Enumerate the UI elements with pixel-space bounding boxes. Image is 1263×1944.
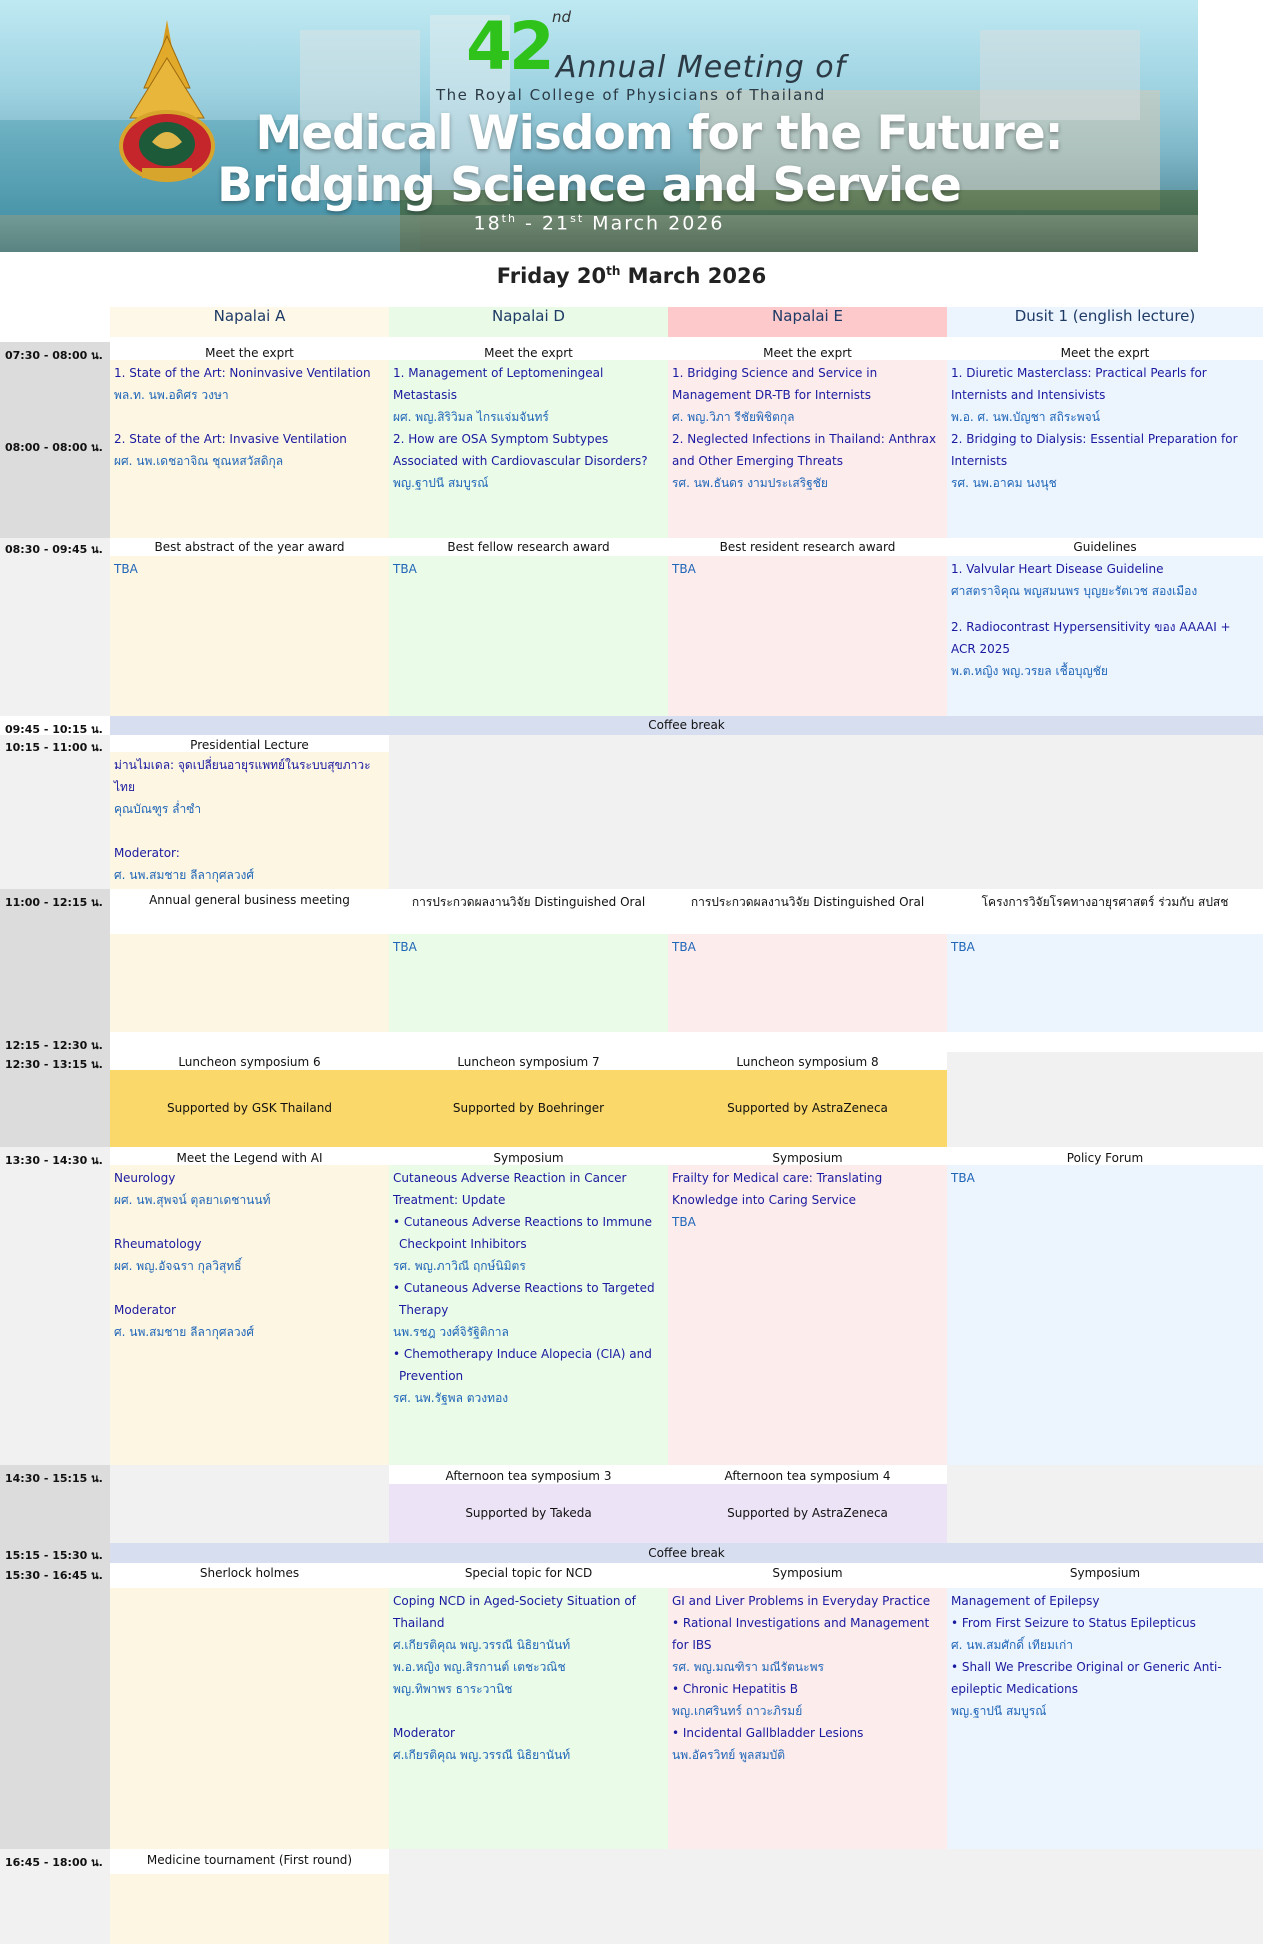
speaker-name: รศ. พญ.มณฑิรา มณีรัตนะพร (672, 1660, 824, 1674)
session-cell-napalai-d (389, 934, 668, 1032)
talk-title: • Rational Investigations and Management for IBS (672, 1616, 930, 1652)
speaker-name: รศ. นพ.รัฐพล ตวงทอง (393, 1391, 509, 1405)
time-label: 16:45 - 18:00 น. (5, 1856, 103, 1869)
speaker-name: พญ.ฐาปนี สมบูรณ์ (393, 476, 489, 490)
speaker-name: คุณบัณฑูร ล่ำซำ (114, 802, 202, 816)
talk-title: • Incidental Gallbladder Lesions (672, 1726, 864, 1740)
empty-cell (389, 1849, 1263, 1944)
session-cell-napalai-e (668, 360, 947, 538)
speaker-name: พ.อ.หญิง พญ.สิรกานต์ เตชะวณิช (393, 1660, 566, 1674)
edition-number: 42 (466, 8, 552, 85)
session-cell-napalai-a (110, 752, 389, 889)
session-header: Special topic for NCD (464, 1566, 593, 1580)
talk-title: 2. How are OSA Symptom Subtypes Associated with Cardiovascular Disorders? (393, 432, 648, 468)
session-header: Annual general business meeting (149, 893, 350, 907)
session-header: โครงการวิจัยโรคทางอายุรศาสตร์ ร่วมกับ สปสช (981, 895, 1229, 909)
speaker-name: ศ.เกียรติคุณ พญ.วรรณี นิธิยานันท์ (393, 1638, 571, 1652)
session-cell-napalai-a (110, 1874, 389, 1944)
empty-cell (947, 1052, 1263, 1147)
meeting-dates: 18th - 21st March 2026 (473, 212, 725, 235)
talk-title: Prevention (399, 1369, 464, 1383)
time-cell (0, 1147, 110, 1465)
session-header: Meet the Legend with AI (176, 1151, 323, 1165)
talk-title: 1. Bridging Science and Service in Management DR-TB for Internists (672, 366, 878, 402)
session-cell-napalai-a (110, 1588, 389, 1849)
speaker-name: ผศ. พญ.อัจฉรา กุลวิสุทธิ์ (114, 1259, 242, 1273)
talk-title: 1. Valvular Heart Disease Guideline (951, 562, 1164, 576)
session-header: Symposium (772, 1566, 843, 1580)
talk-title: Cutaneous Adverse Reaction in Cancer Treatment: Update (393, 1171, 627, 1207)
session-header: Best resident research award (719, 540, 896, 554)
session-header: Policy Forum (1066, 1151, 1144, 1165)
speaker-name: ผศ. นพ.สุพจน์ ตุลยาเดชานนท์ (114, 1193, 271, 1207)
session-cell-napalai-e (668, 934, 947, 1032)
tba-label: TBA (672, 562, 696, 576)
speaker-name: ผศ. พญ.สิริวิมล ไกรแจ่มจันทร์ (393, 410, 549, 424)
day-heading: Friday 20th March 2026 (496, 264, 767, 288)
speaker-name: ศ. นพ.สมชาย ลีลากุศลวงศ์ (114, 1325, 255, 1339)
empty-cell (389, 735, 1263, 889)
session-header: Symposium (493, 1151, 564, 1165)
coffee-break-band: Coffee break (110, 716, 1263, 735)
session-cell-napalai-a (110, 556, 389, 716)
header-banner (0, 0, 1198, 252)
sponsor-label: Supported by AstraZeneca (727, 1101, 888, 1115)
time-label: 12:15 - 12:30 น. (5, 1039, 103, 1052)
session-header: การประกวดผลงานวิจัย Distinguished Oral (411, 895, 646, 909)
session-header: Meet the exprt (484, 346, 573, 360)
sponsor-label: Supported by Takeda (465, 1506, 592, 1520)
title-line-2: Bridging Science and Service (217, 158, 961, 213)
session-header: Medicine tournament (First round) (146, 1853, 353, 1867)
talk-title: Therapy (399, 1303, 449, 1317)
talk-title: 1. Diuretic Masterclass: Practical Pearls for Internists and Intensivists (951, 366, 1207, 402)
time-label: 08:30 - 09:45 น. (5, 543, 103, 556)
time-label: 10:15 - 11:00 น. (5, 741, 103, 754)
time-label: 09:45 - 10:15 น. (5, 723, 103, 736)
empty-cell (947, 1465, 1263, 1543)
session-cell-dusit-1 (947, 556, 1263, 716)
speaker-name: พญ.ฐาปนี สมบูรณ์ (951, 1704, 1047, 1718)
time-label: 14:30 - 15:15 น. (5, 1472, 103, 1485)
time-cell (0, 538, 110, 716)
session-header: Meet the exprt (1060, 346, 1150, 360)
session-header: Guidelines (1073, 540, 1137, 554)
sponsor-label: Supported by AstraZeneca (727, 1506, 888, 1520)
session-cell-dusit-1 (947, 934, 1263, 1032)
session-header: Afternoon tea symposium 3 (445, 1469, 612, 1483)
session-header: Best abstract of the year award (154, 540, 345, 554)
edition-suffix: nd (552, 8, 572, 26)
session-header: การประกวดผลงานวิจัย Distinguished Oral (690, 895, 925, 909)
talk-title: Frailty for Medical care: Translating Knowledge into Caring Service (672, 1171, 883, 1207)
speaker-name: รศ. พญ.ภาวิณี ฤกษ์นิมิตร (393, 1259, 526, 1273)
column-header-napalai-a: Napalai A (110, 307, 389, 337)
speaker-name: พ.ต.หญิง พญ.วรยล เชื้อบุญชัย (951, 664, 1108, 678)
speaker-name: ศ. พญ.วิภา รีชัยพิชิตกุล (672, 410, 795, 424)
speaker-name: นพ.รชฎ วงศ์จิรัฐิติกาล (393, 1325, 509, 1339)
speaker-name: พล.ท. นพ.อดิศร วงษา (114, 388, 229, 402)
session-cell-napalai-a (110, 934, 389, 1032)
talk-title: • From First Seizure to Status Epilepticus (951, 1616, 1196, 1630)
coffee-break-band: Coffee break (110, 1543, 1263, 1563)
moderator-label: Moderator (114, 1303, 176, 1317)
speaker-name: พ.อ. ศ. นพ.บัญชา สถิระพจน์ (951, 410, 1100, 424)
tba-label: TBA (951, 940, 975, 954)
session-cell-dusit-1 (947, 360, 1263, 538)
title-line-1: Medical Wisdom for the Future: (255, 106, 1063, 161)
time-label: 07:30 - 08:00 น. (5, 349, 103, 362)
session-cell-napalai-a (110, 1165, 389, 1465)
sponsor-label: Supported by Boehringer (452, 1101, 605, 1115)
session-header: Afternoon tea symposium 4 (724, 1469, 891, 1483)
speaker-name: รศ. นพ.อาคม นงนุช (951, 476, 1057, 490)
session-header: Luncheon symposium 7 (457, 1055, 600, 1069)
session-cell-dusit-1 (947, 1165, 1263, 1465)
talk-title: • Cutaneous Adverse Reactions to Immune (393, 1215, 652, 1229)
talk-title: Rheumatology (114, 1237, 202, 1251)
column-header-napalai-e: Napalai E (668, 307, 947, 337)
session-header: Best fellow research award (447, 540, 610, 554)
session-cell-napalai-d (389, 1165, 668, 1465)
talk-title: • Shall We Prescribe Original or Generic Anti-epileptic Medications (951, 1660, 1222, 1696)
session-header: Luncheon symposium 8 (736, 1055, 879, 1069)
sponsor-label: Supported by GSK Thailand (167, 1101, 332, 1115)
time-label: 11:00 - 12:15 น. (5, 896, 103, 909)
speaker-name: ศ. นพ.สมชาย ลีลากุศลวงศ์ (114, 868, 255, 882)
time-label: 15:15 - 15:30 น. (5, 1549, 103, 1562)
talk-title: Neurology (114, 1171, 176, 1185)
session-header: Meet the exprt (205, 346, 294, 360)
talk-title: Management of Epilepsy (951, 1594, 1100, 1608)
session-cell-napalai-d (389, 1588, 668, 1849)
tba-label: TBA (393, 562, 417, 576)
talk-title: • Cutaneous Adverse Reactions to Targeted (393, 1281, 655, 1295)
talk-title: 1. Management of Leptomeningeal Metastasis (393, 366, 604, 402)
time-cell (0, 735, 110, 889)
time-label: 13:30 - 14:30 น. (5, 1154, 103, 1167)
session-header: Meet the exprt (763, 346, 852, 360)
talk-title: 2. Bridging to Dialysis: Essential Preparation for Internists (951, 432, 1238, 468)
session-cell-dusit-1 (947, 1588, 1263, 1849)
tba-label: TBA (393, 940, 417, 954)
time-label: 08:00 - 08:00 น. (5, 441, 103, 454)
tba-label: TBA (951, 1171, 975, 1185)
session-cell-napalai-a (110, 360, 389, 538)
tba-label: TBA (672, 940, 696, 954)
column-header-dusit-1: Dusit 1 (english lecture) (947, 307, 1263, 337)
talk-title: Coping NCD in Aged-Society Situation of Thailand (393, 1594, 636, 1630)
session-header: Luncheon symposium 6 (178, 1055, 321, 1069)
talk-title: 1. State of the Art: Noninvasive Ventilation (114, 366, 371, 380)
speaker-name: ผศ. นพ.เดชอาจิณ ชุณหสวัสดิกุล (114, 454, 284, 468)
talk-title: 2. Radiocontrast Hypersensitivity ของ AAAAI + ACR 2025 (951, 620, 1231, 656)
speaker-name: ศาสตราจิคุณ พญสมนพร บุญยะรัตเวช สองเมือง (951, 584, 1198, 598)
time-cell (0, 1563, 110, 1849)
talk-title: • Chemotherapy Induce Alopecia (CIA) and (393, 1347, 652, 1361)
speaker-name: ศ. นพ.สมศักดิ์ เทียมเก่า (951, 1638, 1073, 1652)
talk-title: 2. State of the Art: Invasive Ventilation (114, 432, 347, 446)
moderator-label: Moderator (393, 1726, 455, 1740)
session-cell-napalai-d (389, 556, 668, 716)
talk-title: ม่านไมเดล: จุดเปลี่ยนอายุรแพทย์ในระบบสุขภาวะไทย (114, 758, 371, 794)
session-header: Symposium (772, 1151, 843, 1165)
talk-title: 2. Neglected Infections in Thailand: Anthrax and Other Emerging Threats (672, 432, 937, 468)
session-header: Presidential Lecture (190, 738, 309, 752)
time-label: 15:30 - 16:45 น. (5, 1569, 103, 1582)
tba-label: TBA (114, 562, 138, 576)
talk-title: GI and Liver Problems in Everyday Practice (672, 1594, 931, 1608)
session-cell-napalai-e (668, 1165, 947, 1465)
talk-title: • Chronic Hepatitis B (672, 1682, 798, 1696)
speaker-name: ศ.เกียรติคุณ พญ.วรรณี นิธิยานันท์ (393, 1748, 571, 1762)
session-cell-napalai-d (389, 360, 668, 538)
speaker-name: นพ.อัครวิทย์ พูลสมบัติ (672, 1748, 786, 1762)
speaker-name: รศ. นพ.ธันดร งามประเสริฐชัย (672, 476, 828, 490)
session-header: Symposium (1069, 1566, 1141, 1580)
session-cell-napalai-e (668, 1588, 947, 1849)
session-header: Sherlock holmes (199, 1566, 300, 1580)
empty-cell (110, 1465, 389, 1543)
column-header-napalai-d: Napalai D (389, 307, 668, 337)
time-label: 12:30 - 13:15 น. (5, 1058, 103, 1071)
organization-name: The Royal College of Physicians of Thailand (436, 86, 826, 104)
moderator-label: Moderator: (114, 846, 180, 860)
tba-label: TBA (672, 1215, 696, 1229)
speaker-name: พญ.ทิพาพร ธาระวานิช (393, 1682, 513, 1696)
talk-title: Checkpoint Inhibitors (399, 1237, 527, 1251)
meeting-label: Annual Meeting of (556, 50, 847, 85)
session-cell-napalai-e (668, 556, 947, 716)
speaker-name: พญ.เกศรินทร์ ถาวะภิรมย์ (672, 1704, 803, 1718)
